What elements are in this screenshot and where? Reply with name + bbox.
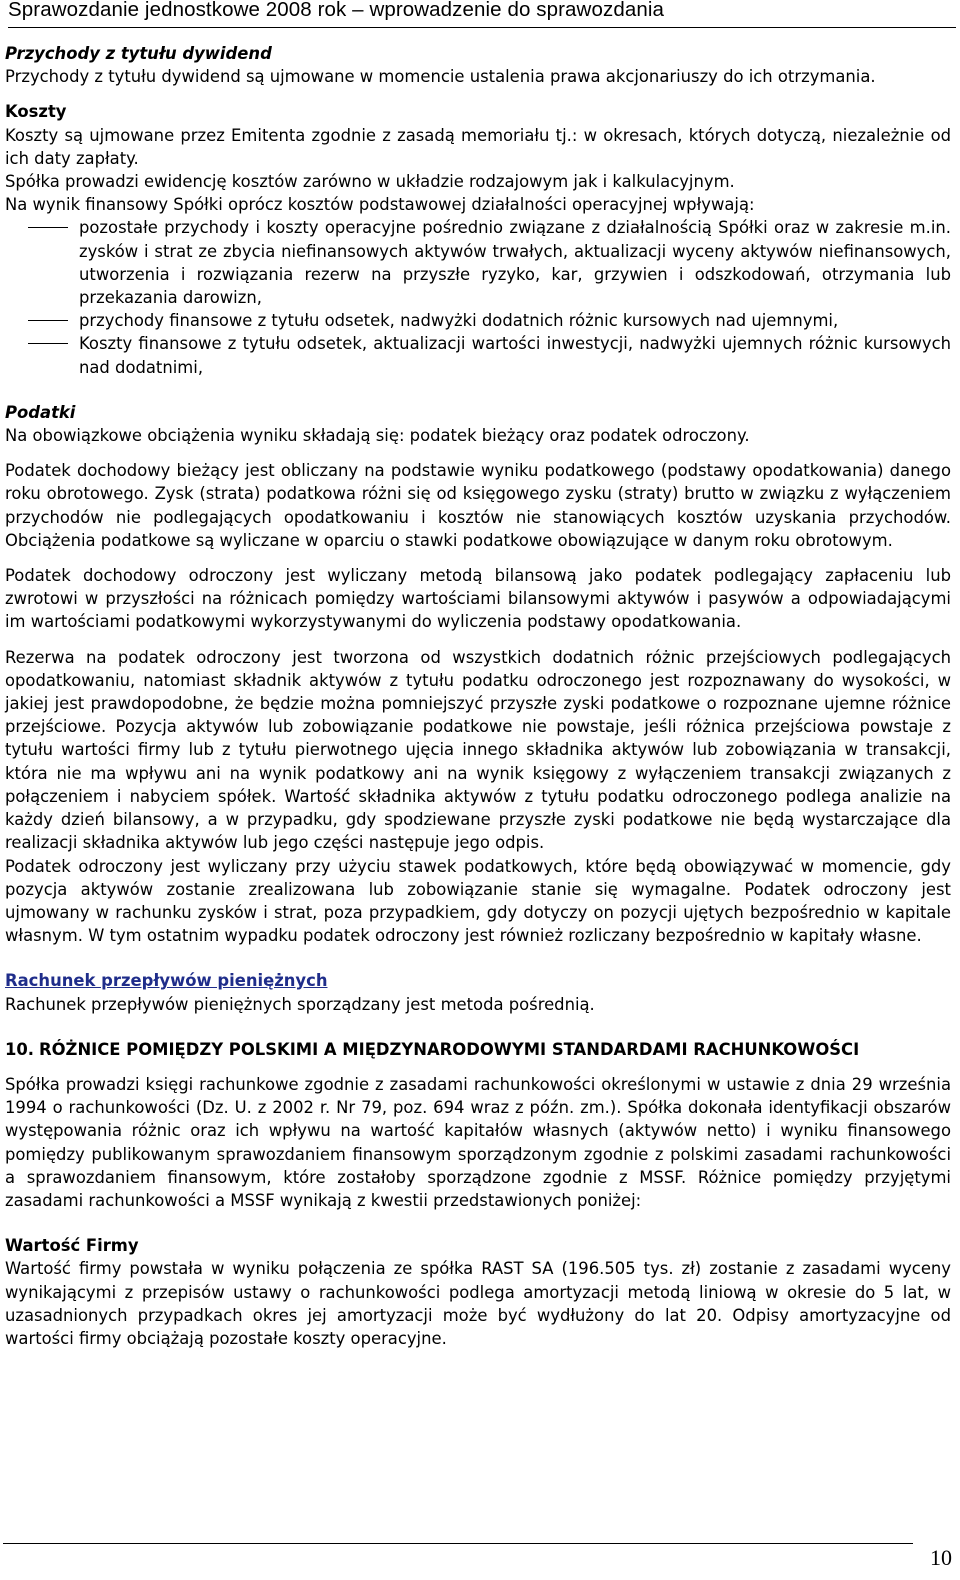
costs-heading: Koszty: [5, 102, 67, 122]
list-item-text: przychody finansowe z tytułu odsetek, nadwyżki dodatnich różnic kursowych nad ujemnymi,: [79, 311, 839, 331]
costs-list: [5, 216, 951, 378]
taxes-paragraph-4: Rezerwa na podatek odroczony jest tworzona od wszystkich dodatnich różnic przejściowych podlegających opodatkowaniu, natomiast składnik aktywów z tytułu podatku odroczonego jest rozpoznawany do wysokości, w jakiej jest prawdopodobne, że będzie można pomniejszyć przyszłe zyski podatkowe o rozpoznane ujemne różnice przejściowe. Pozycja aktywów lub zobowiązanie podatkowe nie powstaje, jeśli różnica przejściowa powstaje z tytułu wartości firmy lub z tytułu pierwotnego ujęcia innego składnika aktywów lub zobowiązania w transakcji, która nie ma wpływu ani na wynik podatkowy ani na wynik księgowy z wyłączeniem transakcji związanych z połączeniem i nabyciem spółek. Wartość składnika aktywów z tytułu podatku odroczonego podlega analizie na każdy dzień bilansowy, a w przypadku, gdy spodziewane przyszłe zyski podatkowe nie będą wystarczające dla realizacji składnika aktywów lub jego części następuje jego odpis.: [5, 647, 951, 853]
list-item-text: pozostałe przychody i koszty operacyjne pośrednio związane z działalnością Spółki oraz w zakresie m.in. zysków i strat ze zbycia niefinansowych aktywów trwałych, aktualizacji wyceny aktywów niefinansowych, utworzenia i rozwiązania rezerw na przyszłe ryzyko, kar, grzywien i odszkodowań, otrzymania lub przekazania darowizn,: [79, 218, 951, 308]
section-10-text: Spółka prowadzi księgi rachunkowe zgodnie z zasadami rachunkowości określonymi w ustawie z dnia 29 września 1994 o rachunkowości (Dz. U. z 2002 r. Nr 79, poz. 694 wraz z późn. zm.). Spółka dokonała identyfikacji obszarów występowania różnic oraz ich wpływu na wartość kapitałów własnych (aktywów netto) i wyniku finansowego pomiędzy publikowanym sprawozdaniem finansowym sporządzonym zgodnie z polskimi zasadami rachunkowości a sprawozdaniem finansowym, które zostałoby sporządzone zgodnie z MSSF. Różnice pomiędzy przyjętymi zasadami rachunkowości a MSSF wynikają z kwestii przedstawionych poniżej:: [5, 1074, 951, 1210]
goodwill-text: Wartość firmy powstała w wyniku połączenia ze spółka RAST SA (196.505 tys. zł) zostanie z zasadami wyceny wynikającymi z przepisów ustawy o rachunkowości podlega amortyzacji metodą liniową w okresie do 5 lat, w uzasadnionych przypadkach okres jej amortyzacji może być wydłużony do lat 20. Odpisy amortyzacyjne od wartości firmy obciążają pozostałe koszty operacyjne.: [5, 1259, 951, 1348]
dash-bullet: [28, 227, 68, 228]
taxes-paragraph-5: Podatek odroczony jest wyliczany przy użyciu stawek podatkowych, które będą obowiązywać w momencie, gdy pozycja aktywów zostanie zrealizowana lub zobowiązanie stanie się wymagalne. Podatek odroczony jest ujmowany w rachunku zysków i strat, poza przypadkiem, gdy dotyczy on pozycji ujętych bezpośrednio w kapitale własnym. W tym ostatnim wypadku podatek odroczony jest również rozliczany bezpośrednio w kapitały własne.: [5, 856, 951, 946]
running-header: Sprawozdanie jednostkowe 2008 rok – wprowadzenie do sprawozdania: [8, 0, 664, 21]
dividends-text: Przychody z tytułu dywidend są ujmowane w momencie ustalenia prawa akcjonariuszy do ich otrzymania.: [5, 67, 876, 87]
costs-text-3: Na wynik finansowy Spółki oprócz kosztów podstawowej działalności operacyjnej wpływają:: [5, 195, 755, 215]
cashflow-heading-link[interactable]: Rachunek przepływów pieniężnych: [5, 971, 328, 991]
header-rule: [8, 27, 956, 28]
cashflow-text: Rachunek przepływów pieniężnych sporządzany jest metoda pośrednią.: [5, 994, 595, 1014]
dash-bullet: [28, 343, 68, 344]
list-item: [5, 309, 951, 332]
taxes-paragraph-1: Na obowiązkowe obciążenia wyniku składają się: podatek bieżący oraz podatek odroczony.: [5, 426, 750, 446]
taxes-paragraph-3: Podatek dochodowy odroczony jest wyliczany metodą bilansową jako podatek podlegający zapłaceniu lub zwrotowi w przyszłości na różnicach pomiędzy wartościami bilansowymi aktywów i pasywów a odpowiadającymi im wartościami podatkowymi wykorzystywanymi do wyliczenia podstawy opodatkowania.: [5, 566, 951, 632]
footer-rule: [3, 1543, 913, 1544]
list-item: [5, 332, 951, 378]
costs-text-2: Spółka prowadzi ewidencję kosztów zarówno w układzie rodzajowym jak i kalkulacyjnym.: [5, 172, 735, 192]
dividends-heading: Przychody z tytułu dywidend: [5, 44, 272, 63]
taxes-heading: Podatki: [5, 402, 76, 422]
taxes-paragraph-2: Podatek dochodowy bieżący jest obliczany na podstawie wyniku podatkowego (podstawy opodatkowania) danego roku obrotowego. Zysk (strata) podatkowa różni się od księgowego zysku (straty) brutto w związku z wyłączeniem przychodów nie podlegających opodatkowaniu i kosztów nie stanowiących kosztów uzyskania przychodów. Obciążenia podatkowe są wyliczane w oparciu o stawki podatkowe obowiązujące w danym roku obrotowym.: [5, 461, 951, 550]
section-title: RÓŻNICE POMIĘDZY POLSKIMI A MIĘDZYNARODOWYMI STANDARDAMI RACHUNKOWOŚCI: [39, 1039, 860, 1059]
list-item: [5, 216, 951, 309]
section-number: 10.: [5, 1039, 35, 1059]
document-body: [5, 42, 951, 1350]
goodwill-heading: Wartość Firmy: [5, 1236, 139, 1256]
section-10-heading: [5, 1038, 951, 1061]
list-item-text: Koszty finansowe z tytułu odsetek, aktualizacji wartości inwestycji, nadwyżki ujemnych różnic kursowych nad dodatnimi,: [79, 334, 951, 377]
page-number: 10: [930, 1545, 952, 1570]
costs-text-1: Koszty są ujmowane przez Emitenta zgodnie z zasadą memoriału tj.: w okresach, których dotyczą, niezależnie od ich daty zapłaty.: [5, 125, 951, 168]
dash-bullet: [28, 320, 68, 321]
